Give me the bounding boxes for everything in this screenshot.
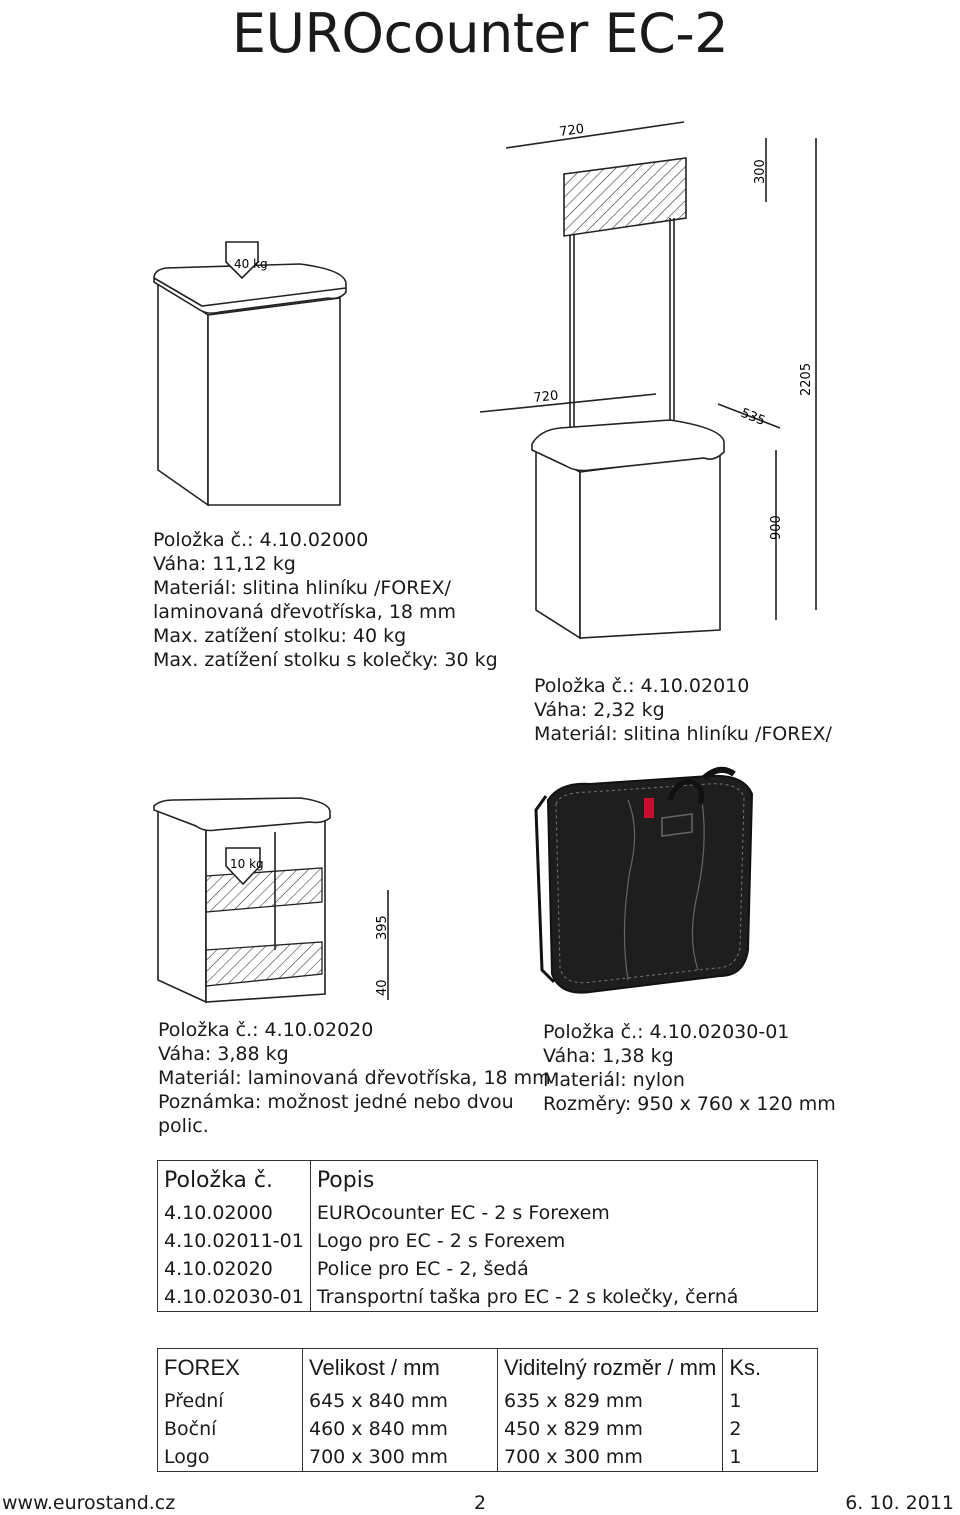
- table-row: [158, 1199, 818, 1227]
- counter-drawing: [150, 240, 360, 520]
- header-cell: Popis: [316, 1167, 375, 1193]
- spec-counter: [153, 528, 498, 672]
- table-cell: 645 x 840 mm: [303, 1387, 498, 1415]
- table-cell: Logo pro EC - 2 s Forexem: [316, 1230, 566, 1252]
- spec-line: Materiál: laminovaná dřevotříska, 18 mm: [158, 1067, 551, 1089]
- transport-bag-drawing: [520, 760, 780, 1020]
- header-cell: Položka č.: [158, 1161, 311, 1200]
- shelf-frame: [154, 798, 330, 1002]
- table-cell: 460 x 840 mm: [303, 1415, 498, 1443]
- table-cell: 700 x 300 mm: [498, 1443, 723, 1472]
- footer-website[interactable]: www.eurostand.cz: [2, 1492, 176, 1514]
- table-row: [158, 1227, 818, 1255]
- spec-line: Max. zatížení stolku s kolečky: 30 kg: [153, 649, 498, 671]
- table-cell: 4.10.02030-01: [158, 1283, 311, 1312]
- bag-body: [536, 770, 752, 993]
- table-cell: Transportní taška pro EC - 2 s kolečky, černá: [316, 1286, 739, 1308]
- spec-shelf: [158, 1018, 551, 1138]
- table-row: [158, 1255, 818, 1283]
- table-cell: 450 x 829 mm: [498, 1415, 723, 1443]
- table-header-row: [158, 1349, 818, 1388]
- table-cell: 4.10.02020: [158, 1255, 311, 1283]
- product-table: [157, 1160, 818, 1312]
- table-cell: 700 x 300 mm: [303, 1443, 498, 1472]
- page-title: EUROcounter EC-2: [231, 2, 729, 65]
- header-cell: Viditelný rozměr / mm: [498, 1349, 723, 1388]
- header-cell: FOREX: [158, 1349, 303, 1388]
- table-header-row: [158, 1161, 818, 1200]
- table-cell: Logo: [158, 1443, 303, 1472]
- table-cell: 1: [729, 1446, 742, 1468]
- dim-top-width: 720: [558, 121, 586, 140]
- footer-date: 6. 10. 2011: [845, 1492, 954, 1514]
- spec-sign: [534, 674, 832, 746]
- counter-body: [532, 420, 724, 638]
- spec-bag: [543, 1020, 836, 1116]
- spec-line: laminovaná dřevotříska, 18 mm: [153, 601, 457, 623]
- table-cell: 2: [729, 1418, 742, 1440]
- spec-line: Váha: 1,38 kg: [543, 1045, 674, 1067]
- spec-line: Položka č.: 4.10.02010: [534, 675, 750, 697]
- load-label: 10 kg: [230, 857, 264, 871]
- spec-line: Rozměry: 950 x 760 x 120 mm: [543, 1093, 836, 1115]
- spec-line: Položka č.: 4.10.02000: [153, 529, 369, 551]
- spec-line: Váha: 11,12 kg: [153, 553, 296, 575]
- spec-line: Materiál: slitina hliníku /FOREX/: [153, 577, 451, 599]
- spec-line: Max. zatížení stolku: 40 kg: [153, 625, 407, 647]
- table-cell: 635 x 829 mm: [498, 1387, 723, 1415]
- dim-total-height: 2205: [799, 362, 814, 396]
- table-cell: 4.10.02000: [158, 1199, 311, 1227]
- dim-shelf: 395: [375, 915, 390, 940]
- spec-line: Váha: 3,88 kg: [158, 1043, 289, 1065]
- table-row: [158, 1415, 818, 1443]
- dim-counter-width: 720: [532, 388, 560, 406]
- spec-line: polic.: [158, 1115, 209, 1137]
- spec-line: Váha: 2,32 kg: [534, 699, 665, 721]
- table-cell: Police pro EC - 2, šedá: [316, 1258, 529, 1280]
- dim-depth: 535: [738, 405, 768, 430]
- table-cell: 1: [729, 1390, 742, 1412]
- forex-table: [157, 1348, 818, 1472]
- spec-line: Položka č.: 4.10.02020: [158, 1019, 374, 1041]
- dim-base: 40: [375, 979, 390, 996]
- table-row: [158, 1443, 818, 1472]
- spec-line: Materiál: nylon: [543, 1069, 685, 1091]
- header-cell: Velikost / mm: [303, 1349, 498, 1388]
- footer-page-number: 2: [474, 1492, 487, 1514]
- spec-line: Materiál: slitina hliníku /FOREX/: [534, 723, 832, 745]
- load-label: 40 kg: [234, 257, 268, 271]
- dim-sign-height: 300: [753, 159, 768, 184]
- spec-line: Poznámka: možnost jedné nebo dvou: [158, 1091, 514, 1113]
- table-cell: 4.10.02011-01: [158, 1227, 311, 1255]
- counter-body: [154, 264, 346, 505]
- sign-panel: [564, 158, 686, 450]
- table-row: [158, 1387, 818, 1415]
- shelf-unit-drawing: [150, 790, 410, 1010]
- dim-counter-height: 900: [769, 515, 784, 540]
- spec-line: Položka č.: 4.10.02030-01: [543, 1021, 790, 1043]
- table-row: [158, 1283, 818, 1312]
- table-cell: Boční: [158, 1415, 303, 1443]
- table-cell: EUROcounter EC - 2 s Forexem: [316, 1202, 610, 1224]
- header-cell: Ks.: [729, 1355, 762, 1380]
- counter-with-sign-drawing: [470, 110, 830, 650]
- table-cell: Přední: [158, 1387, 303, 1415]
